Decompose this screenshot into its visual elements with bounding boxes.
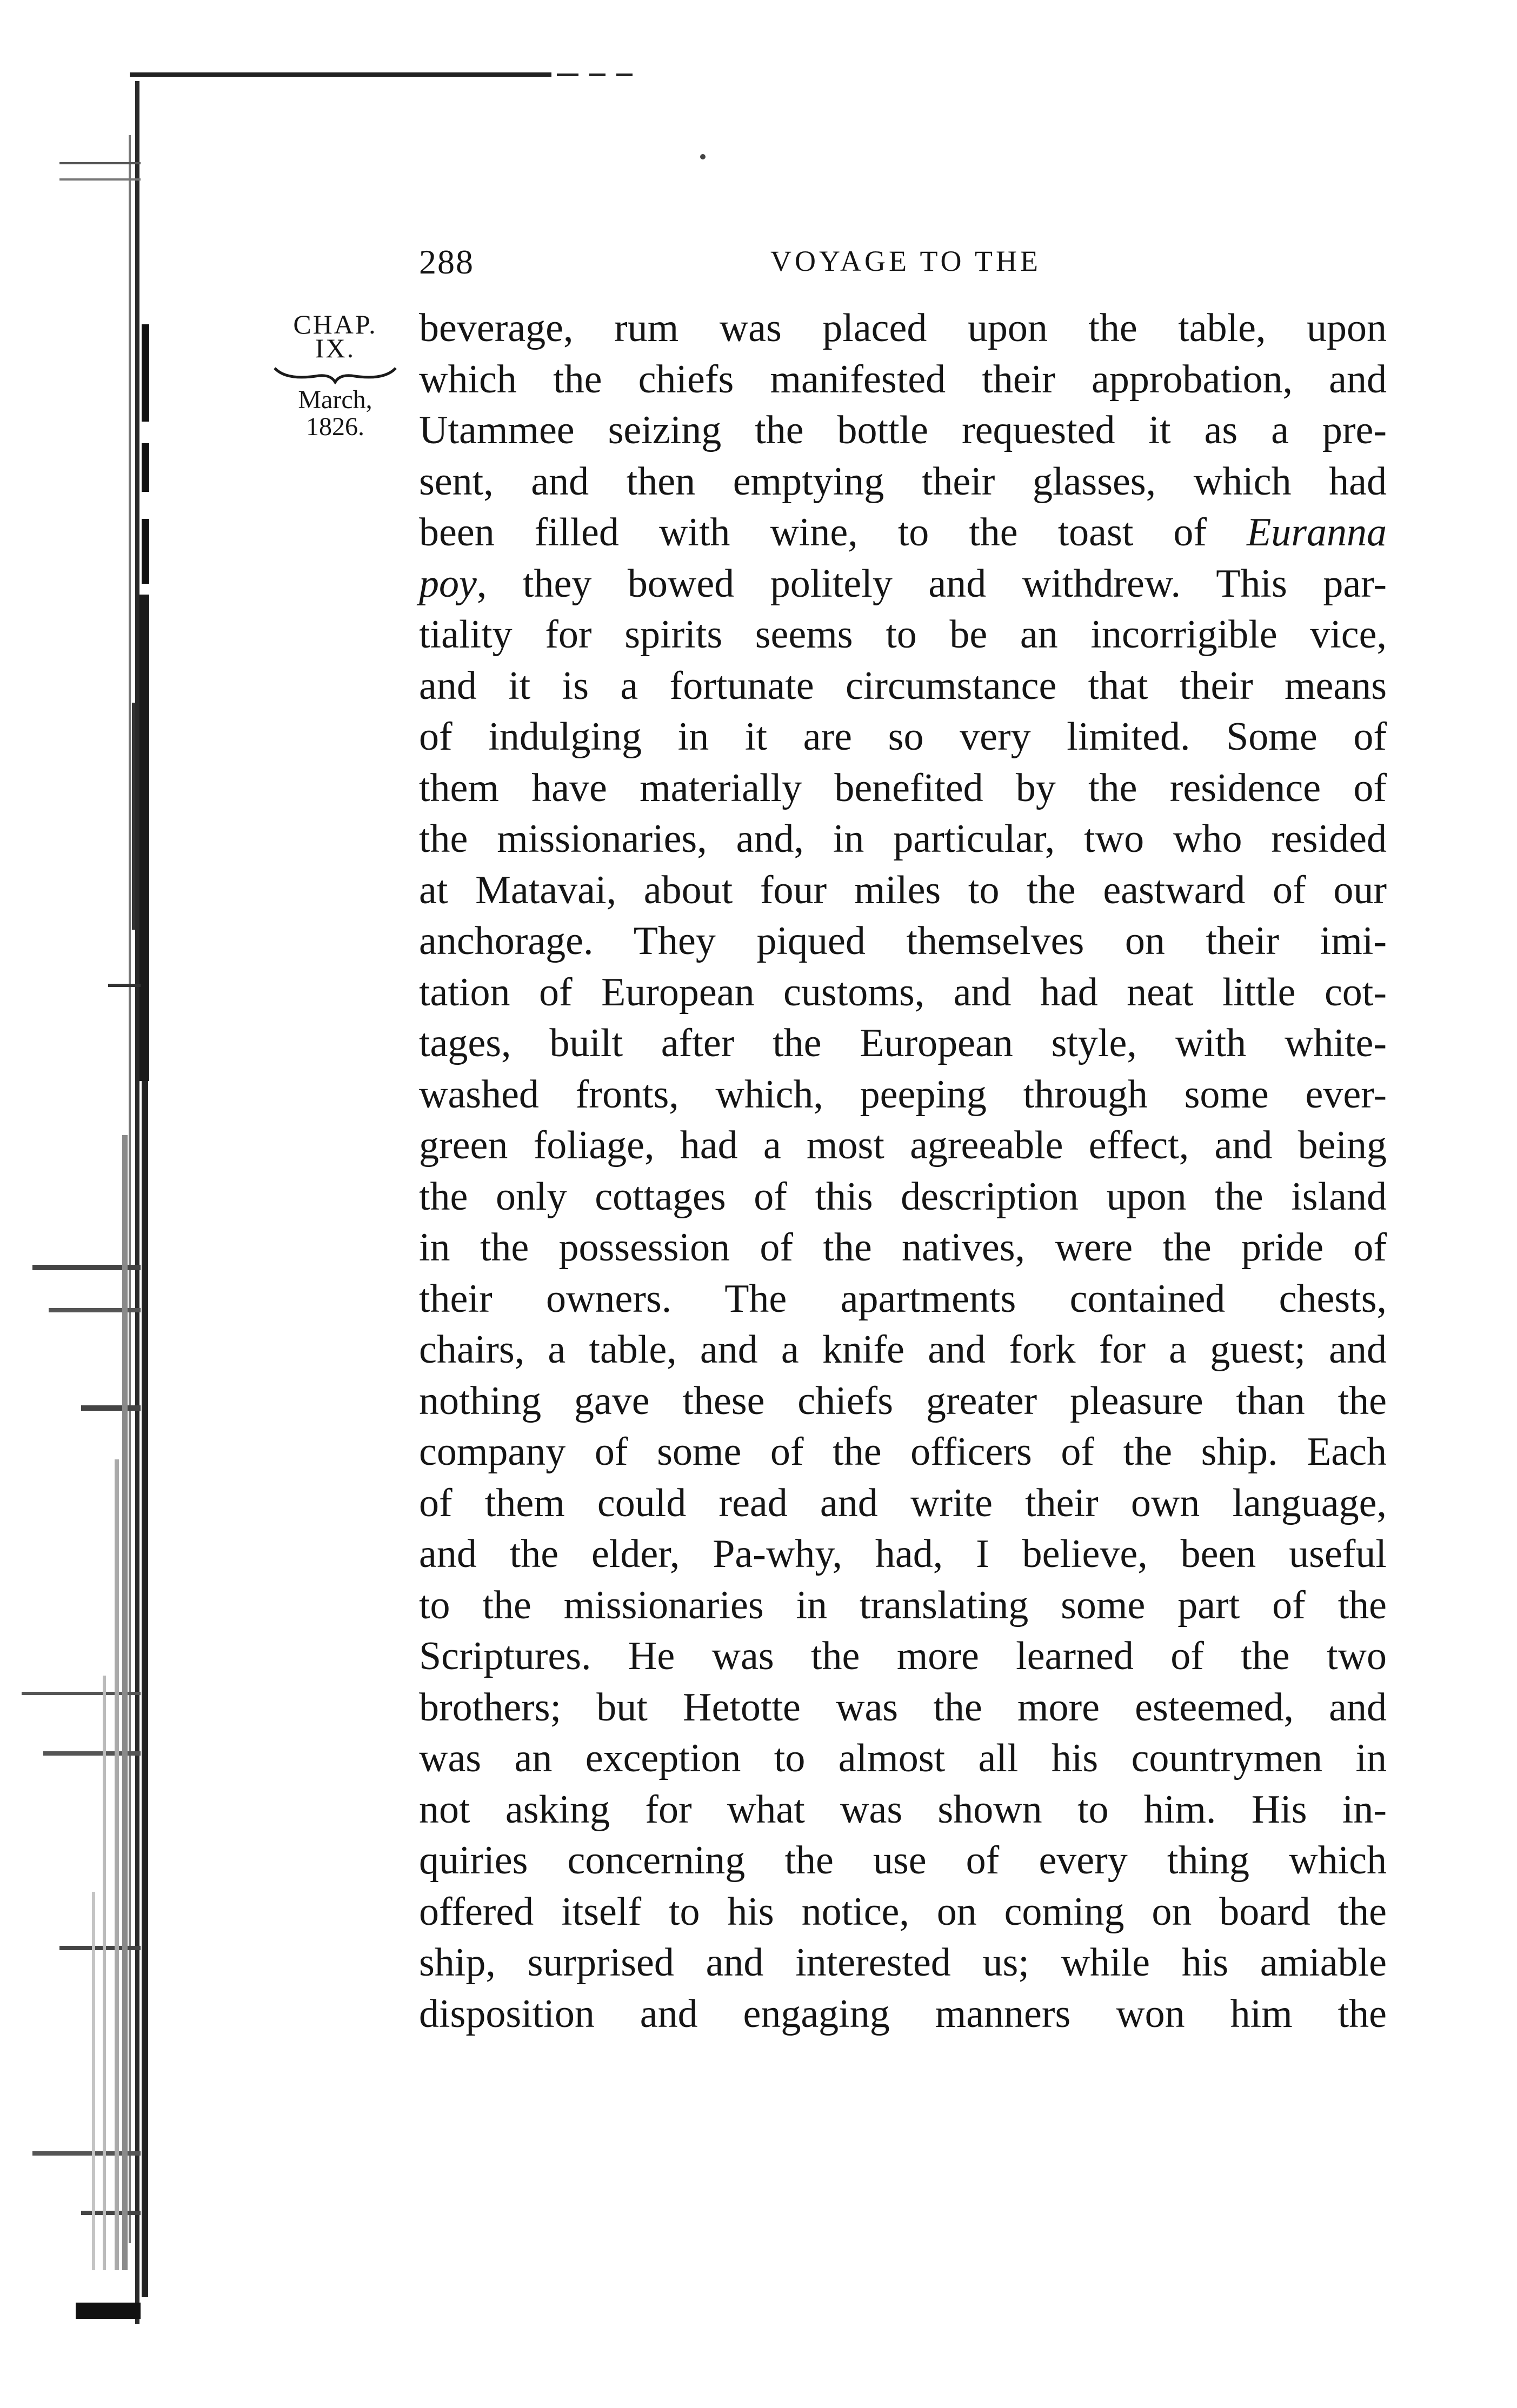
page-number: 288 xyxy=(419,243,474,281)
text-line: to the missionaries in translating some part of the xyxy=(419,1583,1387,1627)
text-line: Scriptures. He was the more learned of the two xyxy=(419,1634,1387,1678)
text-line: not asking for what was shown to him. His in- xyxy=(419,1787,1387,1832)
text-line: chairs, a table, and a knife and fork for a guest; and xyxy=(419,1328,1387,1372)
text-line: tages, built after the European style, with white- xyxy=(419,1021,1387,1065)
margin-date-month: March, xyxy=(298,385,372,414)
text-line: disposition and engaging manners won him the xyxy=(419,1991,1387,2036)
text-run: been filled with wine, to the toast of xyxy=(419,510,1247,555)
running-head: VOYAGE TO THE xyxy=(770,245,1042,277)
text-line: Utammee seizing the bottle requested it as a pre- xyxy=(419,408,1387,452)
text-line: in the possession of the natives, were the pride of xyxy=(419,1225,1387,1270)
text-line: offered itself to his notice, on coming on board the xyxy=(419,1889,1387,1934)
text-run: , they bowed politely and withdrew. This par- xyxy=(476,561,1387,606)
text-line: which the chiefs manifested their approbation, and xyxy=(419,357,1387,402)
body-text xyxy=(419,303,1387,2039)
top-edge-rule xyxy=(130,70,670,80)
text-line: their owners. The apartments contained chests, xyxy=(419,1276,1387,1321)
margin-note xyxy=(260,311,411,441)
text-line: company of some of the officers of the ship. Each xyxy=(419,1430,1387,1474)
text-line: tiality for spirits seems to be an incorrigible vice, xyxy=(419,612,1387,657)
chapter-label: CHAP. xyxy=(293,309,377,339)
italic-text-run: poy xyxy=(419,561,477,606)
ink-speck xyxy=(700,154,706,159)
text-line: the only cottages of this description upon the island xyxy=(419,1174,1387,1219)
text-line: beverage, rum was placed upon the table, upon xyxy=(419,306,1387,350)
chapter-number: IX. xyxy=(315,333,356,363)
text-line: tation of European customs, and had neat little cot- xyxy=(419,970,1387,1015)
brace-ornament xyxy=(270,363,400,384)
text-line: them have materially benefited by the residence of xyxy=(419,765,1387,810)
text-line: of them could read and write their own language, xyxy=(419,1480,1387,1525)
text-line: was an exception to almost all his countrymen in xyxy=(419,1736,1387,1780)
margin-date-year: 1826. xyxy=(306,412,364,442)
text-line: brothers; but Hetotte was the more esteemed, and xyxy=(419,1685,1387,1730)
text-line: of indulging in it are so very limited. Some of xyxy=(419,715,1387,759)
text-line: and the elder, Pa-why, had, I believe, been useful xyxy=(419,1532,1387,1576)
text-line: and it is a fortunate circumstance that their means xyxy=(419,663,1387,708)
text-line: washed fronts, which, peeping through some ever- xyxy=(419,1072,1387,1117)
text-line: ship, surprised and interested us; while his amiable xyxy=(419,1940,1387,1985)
text-line: nothing gave these chiefs greater pleasure than the xyxy=(419,1378,1387,1423)
text-line: the missionaries, and, in particular, two who resided xyxy=(419,817,1387,861)
text-line: quiries concerning the use of every thing which xyxy=(419,1838,1387,1883)
text-line: sent, and then emptying their glasses, which had xyxy=(419,459,1387,504)
binding-edge-scan xyxy=(0,0,178,2408)
text-line: at Matavai, about four miles to the eastward of our xyxy=(419,868,1387,912)
text-line: anchorage. They piqued themselves on their imi- xyxy=(419,919,1387,963)
italic-text-run: Euranna xyxy=(1247,510,1387,555)
text-line xyxy=(419,507,1387,558)
text-line xyxy=(419,558,1387,610)
page-header xyxy=(419,242,1387,285)
text-line: green foliage, had a most agreeable effect, and being xyxy=(419,1123,1387,1168)
